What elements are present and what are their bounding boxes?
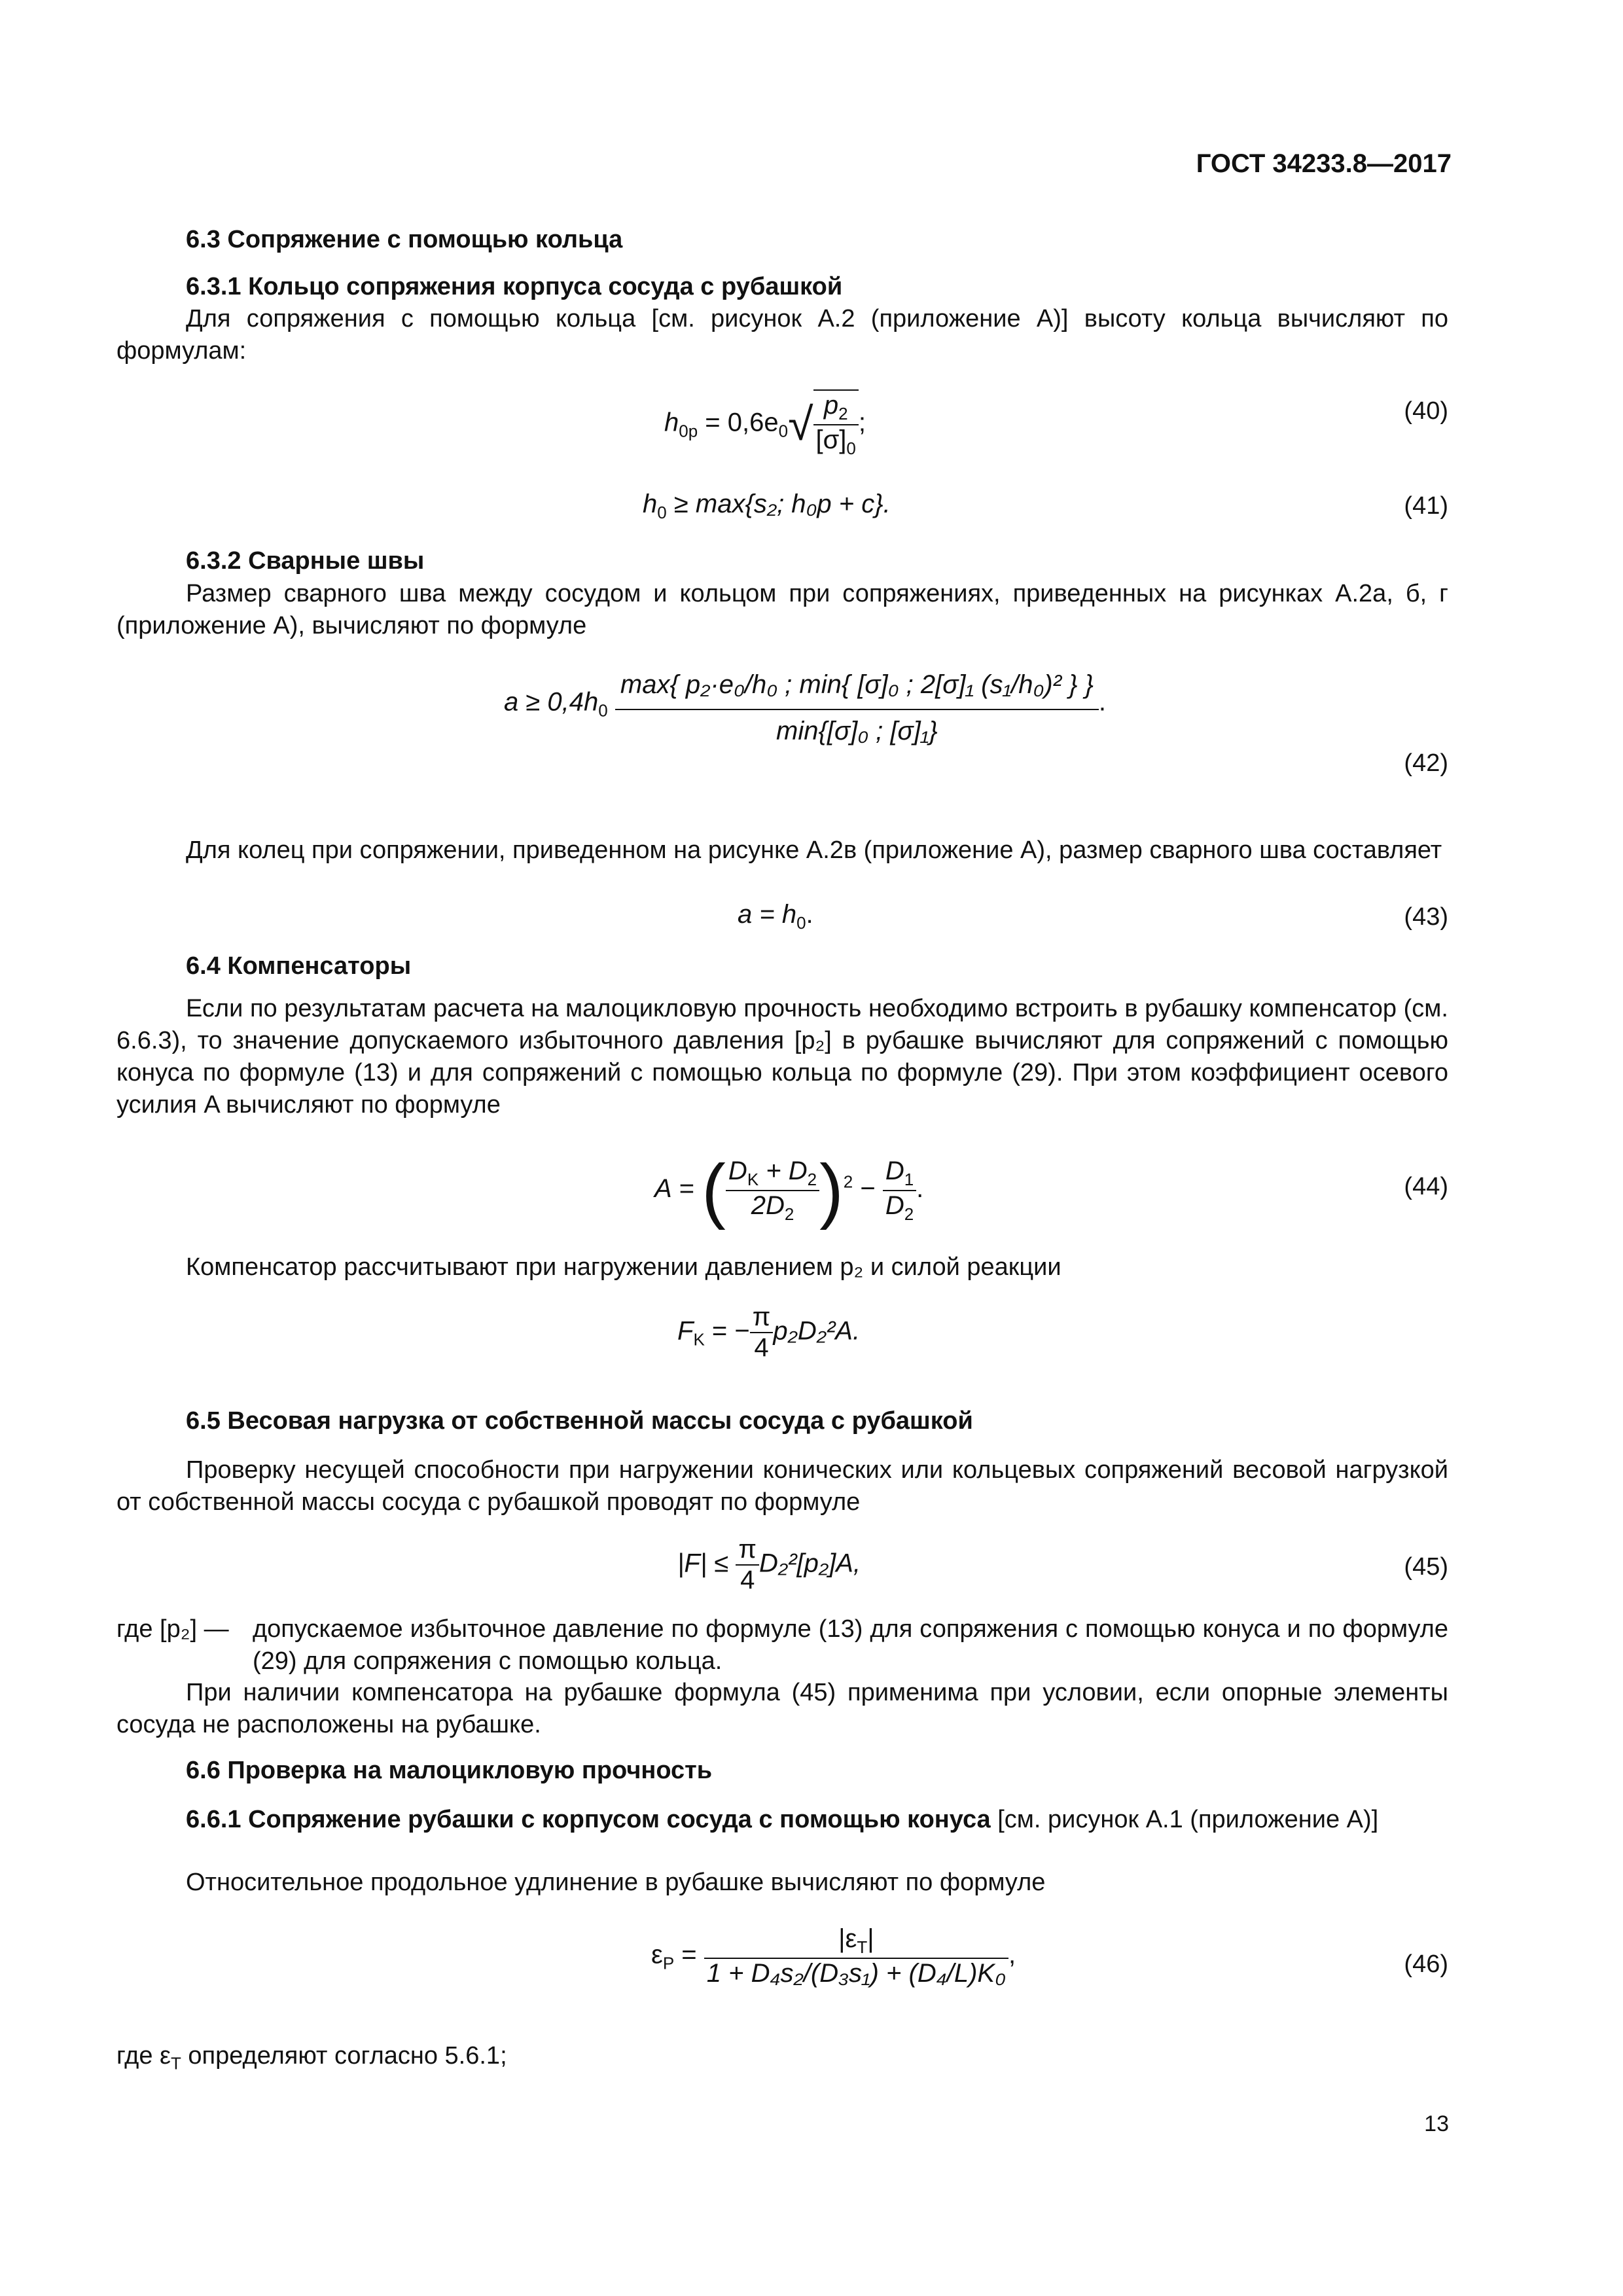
section-6-6-1-text: Относительное продольное удлинение в рубашке вычисляют по формуле: [186, 1869, 1046, 1896]
where-term-45: где [p₂] —: [116, 1615, 229, 1643]
formula-41: $h_0 \ge \max\{s_2$; h₀p + c}.: [643, 490, 891, 522]
formula-fk: $F_K$ = − $\frac{\pi}{4}$ p₂D₂²A.: [677, 1302, 861, 1362]
section-6-4-text: Если по результатам расчета на малоцикловую прочность необходимо встроить в рубашку компенсатор (см. 6.6.3), то значение допускаемого избыточного давления [p₂] в рубашке вычисляют для сопряжений с помощью конуса по формуле (13) и для сопряжений с помощью кольца по формуле (29). При этом коэффициент осевого усилия A вычисляют по формуле: [116, 995, 1448, 1119]
paragraph-45b: При наличии компенсатора на рубашке формула (45) применима при условии, если опорные элементы сосуда не расположены на рубашке.: [116, 1679, 1448, 1738]
equation-number-44: (44): [1404, 1173, 1448, 1200]
equation-number-41: (41): [1404, 492, 1448, 520]
formula-45: |F| ≤ $\frac{\pi}{4}$ D₂²[p₂]A,: [677, 1535, 861, 1594]
section-6-4-title: 6.4 Компенсаторы: [186, 952, 412, 980]
equation-number-42: (42): [1404, 749, 1448, 777]
equation-number-40: (40): [1404, 397, 1448, 425]
section-6-3-title: 6.3 Сопряжение с помощью кольца: [186, 226, 623, 253]
equation-number-46: (46): [1404, 1950, 1448, 1978]
section-6-3-2-text: Размер сварного шва между сосудом и кольцом при сопряжениях, приведенных на рисунках А.2а, б, г (приложение А), вычисляют по формуле: [116, 580, 1448, 639]
formula-43: $a = h_0$.: [738, 900, 813, 933]
section-6-6-title: 6.6 Проверка на малоцикловую прочность: [186, 1757, 713, 1784]
section-6-3-1-title: 6.3.1 Кольцо сопряжения корпуса сосуда с рубашкой: [186, 273, 843, 300]
formula-46: $\varepsilon_P$ = $\frac{|\varepsilon_T|}{\text{1 + D₄s₂/(D₃s₁) + (D₄/L)K₀}}$ ,: [651, 1924, 1016, 1988]
where-definition-45: допускаемое избыточное давление по формуле (13) для сопряжения с помощью конуса и по формуле (29) для сопряжения с помощью кольца.: [253, 1615, 1448, 1675]
where-46: где $\varepsilon_T$ определяют согласно 5.6.1;: [116, 2042, 507, 2073]
formula-40: $h_{0p} = 0,6e_0√$ $\frac{p_2}{[\sigma]_0}$ ;: [664, 391, 866, 458]
equation-number-45: (45): [1404, 1553, 1448, 1581]
section-6-5-title: 6.5 Весовая нагрузка от собственной массы сосуда с рубашкой: [186, 1407, 973, 1435]
section-6-6-1-title: 6.6.1 Сопряжение рубашки с корпусом сосуда с помощью конуса: [186, 1806, 991, 1833]
paragraph-43: Для колец при сопряжении, приведенном на рисунке А.2в (приложение А), размер сварного шва составляет: [186, 836, 1442, 864]
document-header: ГОСТ 34233.8—2017: [1196, 149, 1452, 178]
paragraph-compensator: Компенсатор рассчитывают при нагружении давлением p₂ и силой реакции: [186, 1253, 1061, 1281]
formula-44: A = ( $\frac{D_K + D_2}{2D_2}$ )$^2$ − $\frac{D_1}{D_2}$ .: [654, 1150, 924, 1230]
section-6-5-text: Проверку несущей способности при нагружении конических или кольцевых сопряжений весовой нагрузкой от собственной массы сосуда с рубашкой проводят по формуле: [116, 1456, 1448, 1516]
section-6-6-1-title-tail: [см. рисунок А.1 (приложение А)]: [990, 1806, 1379, 1833]
equation-number-43: (43): [1404, 903, 1448, 931]
section-6-3-1-text: Для сопряжения с помощью кольца [см. рисунок А.2 (приложение А)] высоту кольца вычисляют по формулам:: [116, 305, 1448, 365]
page-number: 13: [1424, 2111, 1449, 2136]
formula-42: $a \ge 0,4h_0$ max{ p₂·e₀/h₀ ; min{ [σ]₀ ; 2[σ]₁ (s₁/h₀)² } } min{[σ]₀ ; [σ]₁} .: [504, 661, 1106, 746]
section-6-6-1-heading: [116, 1804, 1448, 1836]
section-6-3-2-title: 6.3.2 Сварные швы: [186, 547, 425, 575]
